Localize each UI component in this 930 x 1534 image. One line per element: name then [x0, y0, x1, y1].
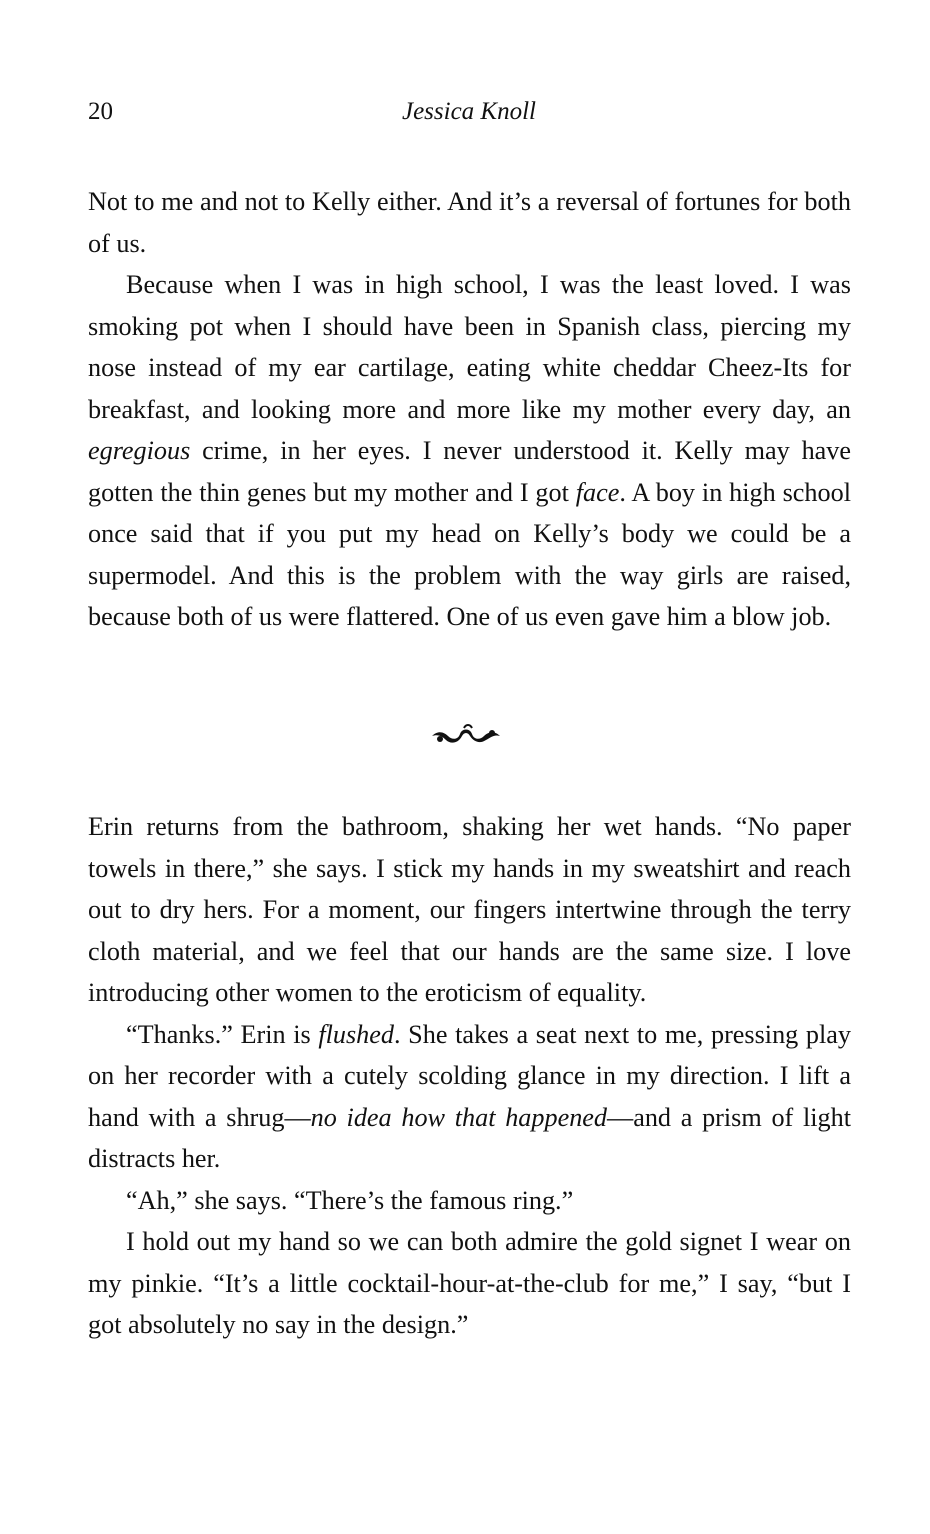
paragraph: I hold out my hand so we can both admire the gold signet I wear on my pinkie. “It’s a little cocktail-hour-at-the-club for me,” I say, “but I got absolutely no say in the design.” [88, 1227, 851, 1339]
paragraph: Not to me and not to Kelly either. And it’s a reversal of fortunes for both of us. [88, 187, 851, 258]
italic-text: no idea how that happened [310, 1102, 608, 1132]
paragraph: Erin returns from the bathroom, shaking her wet hands. “No paper towels in there,” she says. I stick my hands in my sweatshirt and reach out to dry hers. For a moment, our fingers intertwine through the terry cloth material, and we feel that our hands are the same size. I love introducing other women to the eroticism of equality. [88, 812, 851, 1007]
fleuron-ornament-icon [430, 722, 502, 750]
text-run: Because when I was in high school, I was the least loved. I was smoking pot when I should have been in Spanish class, piercing my nose instead of my ear cartilage, eating white cheddar Cheez-Its for breakfast, and looking more and more like my mother every day, an [88, 270, 851, 424]
text-run: . A boy in high school once said that if you put my head on Kelly’s body we could be a supermodel. And this is the problem with the way girls are raised, because both of us were flattered. One of us even gave him a blow job. [88, 477, 851, 631]
text-run: . She takes a seat next to me, pressing play on her recorder with a cutely scolding glance in my direction. I lift a hand with a shrug— [88, 1019, 851, 1132]
text-run: “Thanks.” Erin is [126, 1019, 319, 1049]
text-section-2 [88, 806, 851, 1346]
page-number: 20 [88, 98, 113, 125]
running-head: Jessica Knoll [401, 98, 536, 125]
text-run: crime, in her eyes. I never understood it. Kelly may have gotten the thin genes but my mother and I got [88, 436, 851, 507]
italic-text: face [575, 477, 620, 507]
paragraph [88, 1014, 851, 1180]
text-run: —and a prism of light distracts her. [88, 1102, 852, 1173]
italic-text: egregious [88, 436, 191, 465]
fleuron-ornament-icon [430, 722, 502, 750]
page-header [88, 96, 850, 132]
paragraph: “Ah,” she says. “There’s the famous ring.” [126, 1185, 574, 1215]
paragraph [88, 264, 851, 638]
text-section-1 [88, 181, 851, 638]
italic-text: flushed [318, 1019, 394, 1049]
